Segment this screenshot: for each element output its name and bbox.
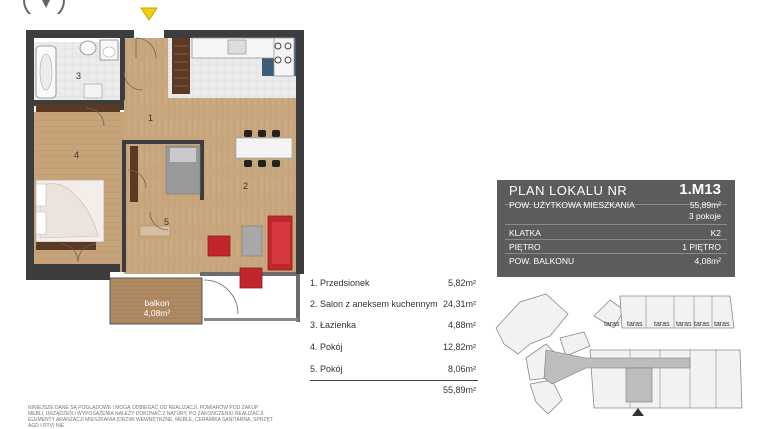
taras-label: taras xyxy=(714,321,730,328)
room-area: 24,31m² xyxy=(442,299,476,309)
room-name: 3. Łazienka xyxy=(310,320,357,330)
room-area: 12,82m² xyxy=(442,342,476,352)
info-value: K2 xyxy=(710,228,721,238)
room-row xyxy=(310,364,478,374)
info-value: 55,89m² xyxy=(689,200,721,210)
room-number-1: 1 xyxy=(148,113,154,123)
room-row xyxy=(310,299,478,309)
room-area: 5,82m² xyxy=(447,278,476,288)
apartment-info-panel xyxy=(497,180,735,277)
room-name: 2. Salon z aneksem kuchennym xyxy=(310,299,438,309)
info-row-staircase xyxy=(509,228,721,238)
taras-label: taras xyxy=(654,321,670,328)
info-label: KLATKA xyxy=(509,228,541,238)
total-area: 55,89m² xyxy=(442,385,476,395)
room-number-5: 5 xyxy=(164,217,170,227)
room-number-4: 4 xyxy=(74,150,80,160)
room-number-3: 3 xyxy=(76,71,82,81)
apartment-number: 1.M13 xyxy=(679,181,721,198)
room-name: 1. Przedsionek xyxy=(310,278,370,288)
info-row-floor xyxy=(509,242,721,252)
info-value: 1 PIĘTRO xyxy=(682,242,721,252)
room-area: 8,06m² xyxy=(447,364,476,374)
room-name: 5. Pokój xyxy=(310,364,343,374)
room-row xyxy=(310,320,478,330)
balcony-label: balkon xyxy=(144,298,170,308)
info-row-balcony xyxy=(509,256,721,266)
info-label: PIĘTRO xyxy=(509,242,541,252)
divider xyxy=(505,253,727,254)
divider xyxy=(505,224,727,225)
taras-label: taras xyxy=(604,321,620,328)
room-row xyxy=(310,342,478,352)
info-label: POW. BALKONU xyxy=(509,256,575,266)
room-name: 4. Pokój xyxy=(310,342,343,352)
balcony-area: 4,08m² xyxy=(143,308,171,318)
disclaimer: NINIEJSZE DANE SĄ POGLĄDOWE I MOGĄ ODBIEGAĆ OD REALIZACJI. POMIARÓW POD ZAKUP MEBLI, URZĄDZEŃ I WYPOSAŻENIA NALEŻY DOKONAĆ Z NATURY, PO ZAKOŃCZENIU REALIZACJI. ELEMENTY ARANŻACJI MIESZKANIA (DRZWI WEWNĘTRZNE, MEBLE, CERAMIKA SANITARNA, SPRZĘT AGD I RTV) NIE xyxy=(28,405,273,429)
info-label: POW. UŻYTKOWA MIESZKANIA xyxy=(509,200,635,210)
divider xyxy=(505,239,727,240)
room-number-2: 2 xyxy=(243,181,249,191)
room-row xyxy=(310,278,478,288)
taras-label: taras xyxy=(627,321,643,328)
taras-label: taras xyxy=(694,321,710,328)
info-value: 4,08m² xyxy=(694,256,721,266)
plan-title: PLAN LOKALU NR xyxy=(509,183,628,198)
total-divider xyxy=(310,380,478,381)
info-row-area xyxy=(509,200,721,210)
taras-label: taras xyxy=(676,321,692,328)
room-area: 4,88m² xyxy=(447,320,476,330)
building-key-plan xyxy=(490,288,760,428)
info-value: 3 pokoje xyxy=(688,211,721,221)
floor-plan xyxy=(0,0,310,330)
